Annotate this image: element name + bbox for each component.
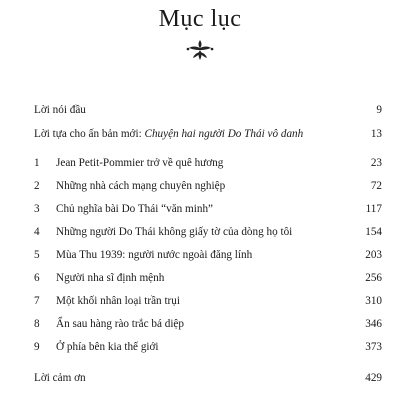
toc-chapter-label: Ẩn sau hàng rào trắc bá diệp (56, 318, 184, 330)
toc-chapter-4[interactable] (34, 224, 382, 240)
toc-chapter-page: 154 (365, 226, 382, 238)
toc-chapter-page: 23 (370, 157, 382, 169)
toc-chapter-number: 1 (34, 157, 40, 169)
toc-chapter-page: 310 (365, 295, 382, 307)
toc-chapter-number: 5 (34, 249, 40, 261)
toc-chapter-number: 7 (34, 295, 40, 307)
fleuron-ornament-icon (184, 38, 216, 62)
toc-chapter-label: Ở phía bên kia thế giới (56, 341, 159, 353)
toc-entry-label: Lời cảm ơn (34, 372, 86, 384)
toc-chapter-label: Những nhà cách mạng chuyên nghiệp (56, 180, 226, 192)
toc-entry-page: 429 (365, 372, 382, 384)
toc-chapter-7[interactable] (34, 293, 382, 309)
toc-entry-preface[interactable] (34, 102, 382, 118)
toc-chapter-label: Mùa Thu 1939: người nước ngoài đăng lính (56, 249, 253, 261)
page-title: Mục lục (158, 6, 242, 32)
toc-chapter-page: 346 (365, 318, 382, 330)
toc-chapter-label: Người nha sĩ định mệnh (56, 272, 165, 284)
toc-chapter-number: 3 (34, 203, 40, 215)
toc-entry-label: Lời nói đầu (34, 104, 86, 116)
toc-chapter-label: Jean Petit-Pommier trở về quê hương (56, 157, 224, 169)
toc-chapter-5[interactable] (34, 247, 382, 263)
toc-entry-page: 9 (376, 104, 382, 116)
toc-chapter-number: 9 (34, 341, 40, 353)
toc-chapter-number: 4 (34, 226, 40, 238)
toc-entry-page: 13 (370, 128, 382, 140)
toc-entry-acknowledgements[interactable] (34, 370, 382, 386)
toc-chapter-label: Những người Do Thái không giấy tờ của dòng họ tôi (56, 226, 293, 238)
toc-entry-label-roman: Lời tựa cho ấn bản mới: (34, 128, 145, 140)
toc-entry-new-edition-foreword[interactable] (34, 126, 382, 142)
toc-chapter-label: Chủ nghĩa bài Do Thái “văn minh” (56, 203, 214, 215)
toc-chapter-number: 2 (34, 180, 40, 192)
toc-chapter-1[interactable] (34, 155, 382, 171)
toc-chapter-page: 117 (365, 203, 382, 215)
toc-chapter-page: 373 (365, 341, 382, 353)
toc-chapter-9[interactable] (34, 339, 382, 355)
toc-chapter-number: 8 (34, 318, 40, 330)
toc-chapter-page: 256 (365, 272, 382, 284)
toc-entry-label (34, 126, 303, 142)
toc-chapter-page: 203 (365, 249, 382, 261)
toc-chapter-page: 72 (370, 180, 382, 192)
toc-chapter-3[interactable] (34, 201, 382, 217)
toc-entry-label-italic: Chuyện hai người Do Thái vô danh (144, 128, 304, 140)
toc-chapter-2[interactable] (34, 178, 382, 194)
toc-chapter-label: Một khối nhân loại trần trụi (56, 295, 180, 307)
toc-chapter-8[interactable] (34, 316, 382, 332)
toc-chapter-6[interactable] (34, 270, 382, 286)
toc-chapter-number: 6 (34, 272, 40, 284)
